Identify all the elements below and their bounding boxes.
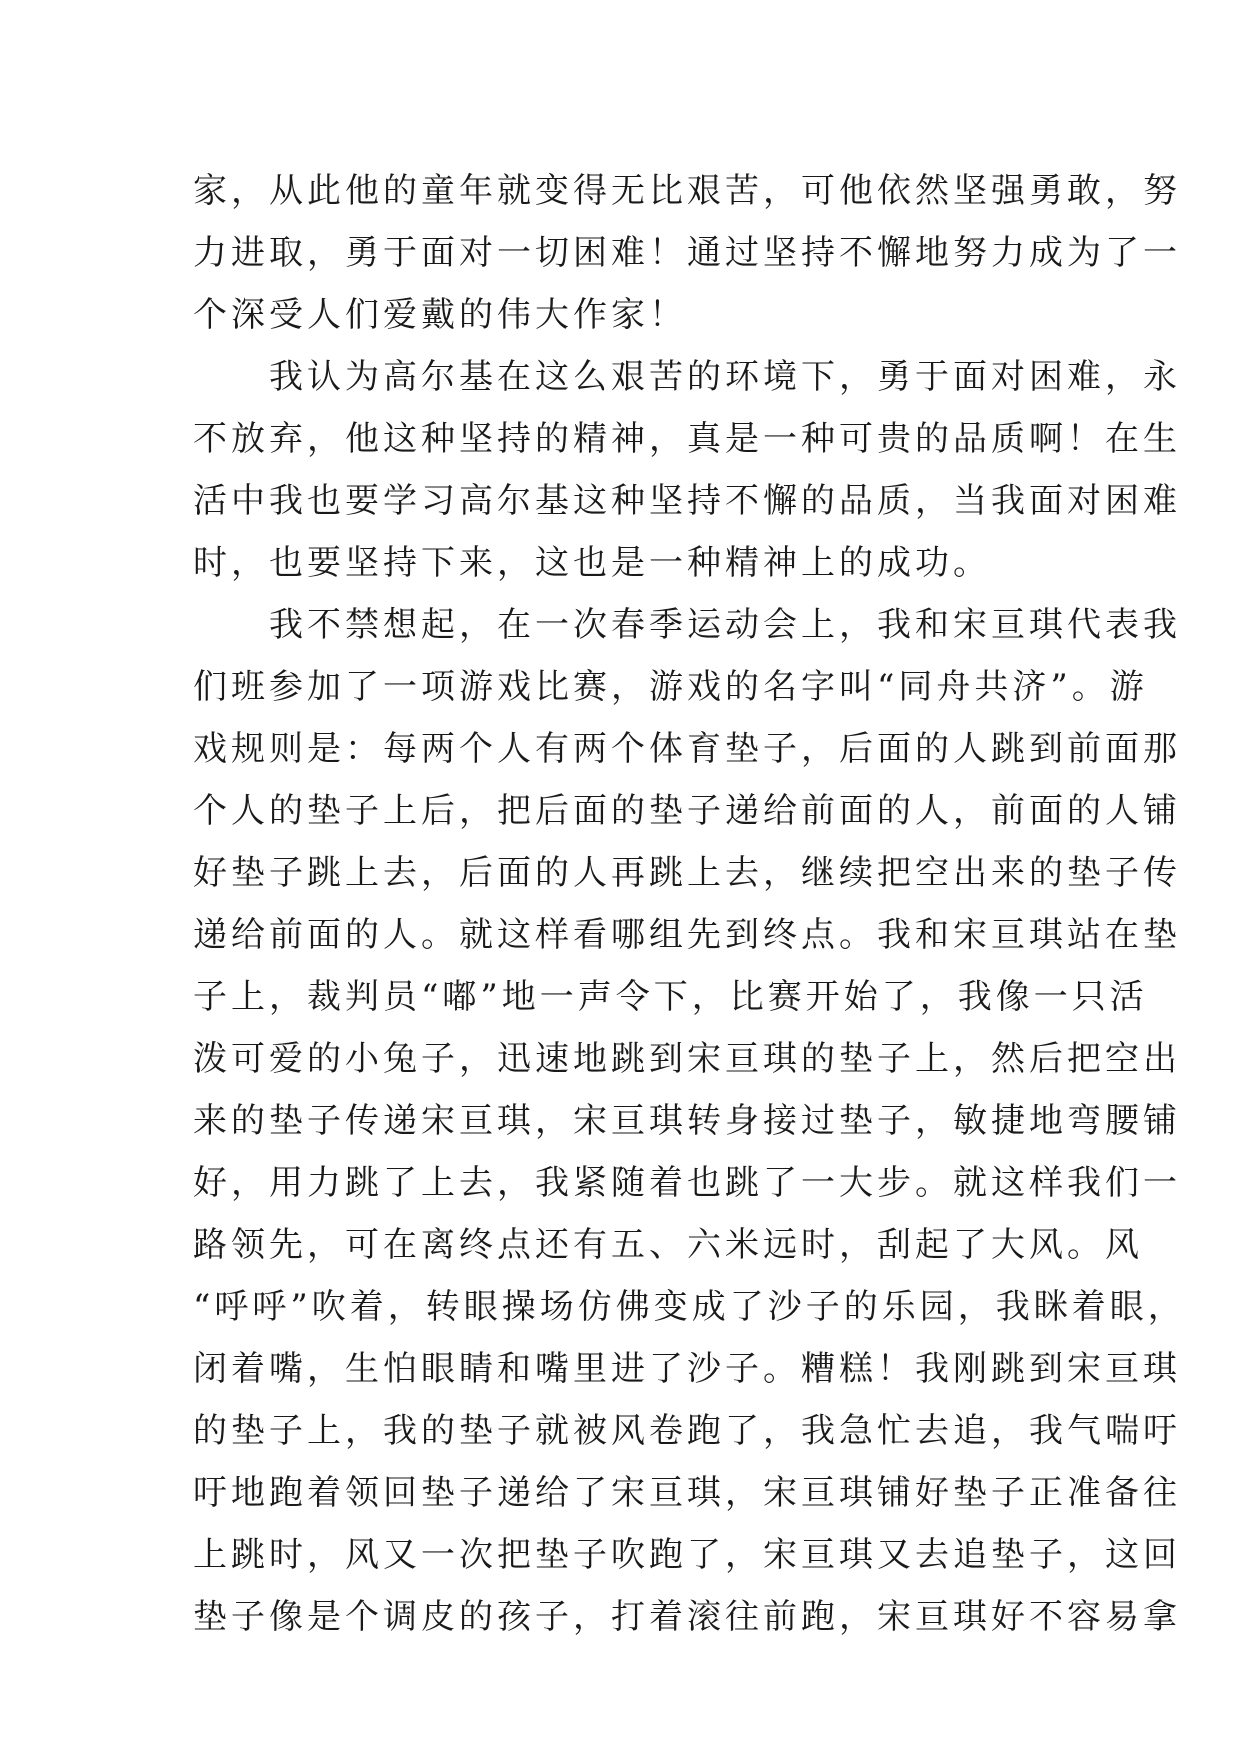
text-line: 个深受人们爱戴的伟大作家！	[193, 295, 687, 335]
text-line: 递给前面的人。就这样看哪组先到终点。我和宋亘琪站在垫	[193, 915, 1181, 955]
text-line: 路领先，可在离终点还有五、六米远时，刮起了大风。风	[193, 1225, 1143, 1265]
text-line: 不放弃，他这种坚持的精神，真是一种可贵的品质啊！在生	[193, 419, 1181, 459]
text-line: 活中我也要学习高尔基这种坚持不懈的品质，当我面对困难	[193, 481, 1181, 521]
text-line: 吁地跑着领回垫子递给了宋亘琪，宋亘琪铺好垫子正准备往	[193, 1473, 1181, 1513]
text-line: 个人的垫子上后，把后面的垫子递给前面的人，前面的人铺	[193, 791, 1181, 831]
text-line: 家，从此他的童年就变得无比艰苦，可他依然坚强勇敢，努	[193, 171, 1181, 211]
text-line: 好，用力跳了上去，我紧随着也跳了一大步。就这样我们一	[193, 1163, 1181, 1203]
paragraph-first-line: 我不禁想起，在一次春季运动会上，我和宋亘琪代表我	[269, 605, 1181, 645]
text-line: 的垫子上，我的垫子就被风卷跑了，我急忙去追，我气喘吁	[193, 1411, 1181, 1451]
text-line: 子上，裁判员“嘟”地一声令下，比赛开始了，我像一只活	[193, 977, 1148, 1017]
essay-text	[193, 160, 1186, 1648]
text-line: 们班参加了一项游戏比赛，游戏的名字叫“同舟共济”。游	[193, 667, 1148, 707]
text-line: “呼呼”吹着，转眼操场仿佛变成了沙子的乐园，我眯着眼，	[193, 1287, 1186, 1327]
text-line: 力进取，勇于面对一切困难！通过坚持不懈地努力成为了一	[193, 233, 1181, 273]
text-line: 来的垫子传递宋亘琪，宋亘琪转身接过垫子，敏捷地弯腰铺	[193, 1101, 1181, 1141]
text-line: 戏规则是：每两个人有两个体育垫子，后面的人跳到前面那	[193, 729, 1181, 769]
text-line: 泼可爱的小兔子，迅速地跳到宋亘琪的垫子上，然后把空出	[193, 1039, 1181, 1079]
text-line: 好垫子跳上去，后面的人再跳上去，继续把空出来的垫子传	[193, 853, 1181, 893]
paragraph-first-line: 我认为高尔基在这么艰苦的环境下，勇于面对困难，永	[269, 357, 1181, 397]
text-line: 上跳时，风又一次把垫子吹跑了，宋亘琪又去追垫子，这回	[193, 1535, 1181, 1575]
text-line: 垫子像是个调皮的孩子，打着滚往前跑，宋亘琪好不容易拿	[193, 1597, 1181, 1637]
text-line: 闭着嘴，生怕眼睛和嘴里进了沙子。糟糕！我刚跳到宋亘琪	[193, 1349, 1181, 1389]
text-line: 时，也要坚持下来，这也是一种精神上的成功。	[193, 543, 991, 583]
